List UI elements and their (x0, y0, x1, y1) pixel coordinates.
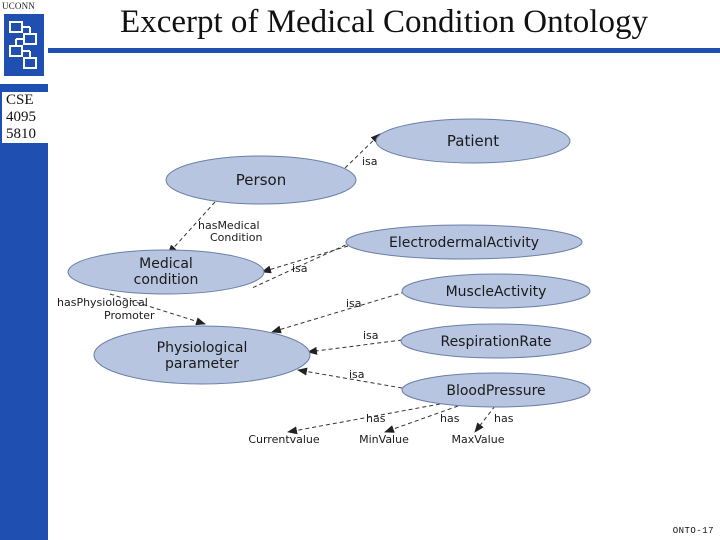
edge-label-has-max: has (494, 412, 514, 425)
course-line-3: 5810 (6, 126, 36, 142)
slide-id: ONTO-17 (672, 526, 714, 536)
edge-label-has-medical-1: hasMedical (198, 219, 260, 232)
label-physio-1: Physiological (156, 340, 248, 356)
label-muscle: MuscleActivity (445, 284, 547, 300)
label-medical-1: Medical (139, 256, 193, 272)
label-patient: Patient (446, 132, 500, 150)
edge-label-isa-patient: isa (362, 155, 378, 168)
course-line-1: CSE (6, 92, 34, 108)
edge-label-has-physio-1: hasPhysiological (57, 296, 148, 309)
label-person: Person (235, 171, 287, 189)
edge-label-isa-electrodermal: isa (292, 262, 308, 275)
edge-label-has-medical-2: Condition (210, 231, 263, 244)
label-blood: BloodPressure (446, 383, 546, 399)
label-maxvalue: MaxValue (451, 433, 505, 446)
label-currentvalue: Currentvalue (248, 433, 320, 446)
label-electrodermal: ElectrodermalActivity (388, 235, 540, 251)
edge-muscle-physio (272, 292, 405, 332)
edge-label-has-current: has (366, 412, 386, 425)
uconn-logo-text: UCONN (2, 1, 36, 11)
edge-label-has-physio-2: Promoter (104, 309, 155, 322)
edge-label-isa-respiration: isa (363, 329, 379, 342)
edge-blood-current (288, 404, 440, 432)
label-medical-2: condition (133, 272, 199, 288)
slide-title: Excerpt of Medical Condition Ontology (120, 4, 648, 40)
label-minvalue: MinValue (359, 433, 409, 446)
label-respiration: RespirationRate (440, 334, 552, 350)
edge-respiration-physio (308, 340, 402, 352)
edge-label-isa-muscle: isa (346, 297, 362, 310)
label-physio-2: parameter (165, 356, 239, 372)
course-line-2: 4095 (6, 109, 36, 125)
edge-label-has-min: has (440, 412, 460, 425)
edge-label-isa-blood: isa (349, 368, 365, 381)
edge-blood-max (475, 406, 495, 432)
